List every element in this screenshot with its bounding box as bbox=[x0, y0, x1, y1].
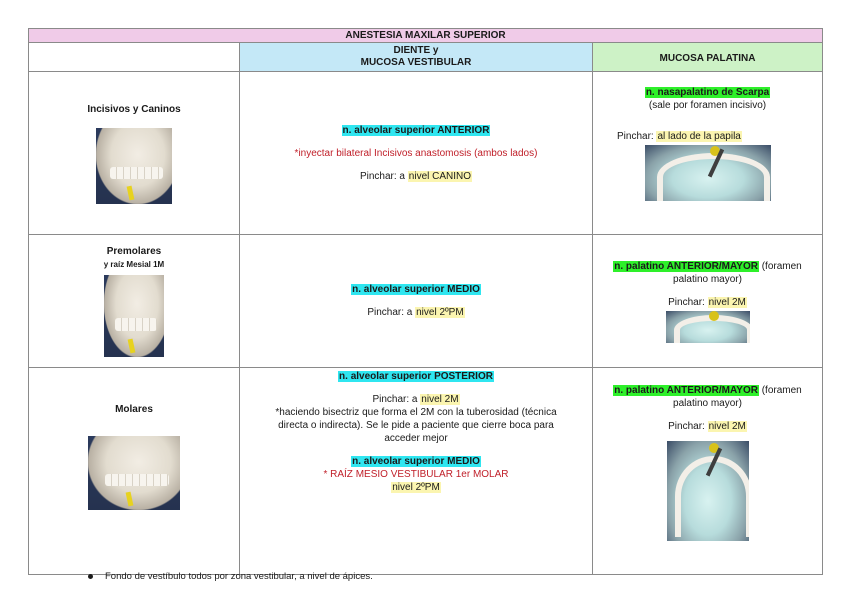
row-label: Molares bbox=[115, 403, 153, 415]
pinchar-text: Pinchar: bbox=[668, 296, 708, 308]
table-title: ANESTESIA MAXILAR SUPERIOR bbox=[29, 29, 823, 43]
row-label-cell bbox=[29, 235, 240, 368]
pinchar-text: Pinchar: a bbox=[372, 394, 421, 405]
pinchar-level: al lado de la papila bbox=[657, 131, 741, 142]
palatal-nerve-label: n. palatino ANTERIOR/MAYOR bbox=[614, 260, 758, 272]
header-mucosa: MUCOSA PALATINA bbox=[593, 43, 823, 72]
pinchar-text: Pinchar: a bbox=[359, 170, 408, 182]
header-diente-line2: MUCOSA VESTIBULAR bbox=[360, 57, 472, 68]
palatal-nerve-tail: (foramen bbox=[758, 260, 802, 272]
anesthesia-table bbox=[28, 28, 823, 575]
row-label-cell bbox=[29, 368, 240, 575]
header-blank bbox=[29, 43, 240, 72]
table-row bbox=[29, 368, 823, 575]
pinchar-text: Pinchar: bbox=[668, 421, 708, 432]
nerve-label-2: n. alveolar superior MEDIO bbox=[352, 456, 480, 467]
technique-note-line2: directa o indirecta). Se le pide a paciente que cierre boca para bbox=[278, 420, 554, 431]
skull-photo bbox=[88, 436, 180, 510]
skull-photo bbox=[96, 128, 172, 204]
header-diente-line1: DIENTE y bbox=[393, 45, 439, 56]
table-row bbox=[29, 72, 823, 235]
palatal-sub: palatino mayor) bbox=[673, 398, 742, 409]
bullet-text: Fondo de vestíbulo todos por zona vestibular, a nivel de ápices. bbox=[105, 571, 373, 582]
palatal-sub: (sale por foramen incisivo) bbox=[648, 100, 767, 111]
palatal-nerve-label: n. nasapalatino de Scarpa bbox=[645, 87, 770, 98]
skull-photo bbox=[104, 275, 164, 357]
palatal-sub: palatino mayor) bbox=[673, 273, 742, 285]
nerve-label: n. alveolar superior ANTERIOR bbox=[342, 124, 490, 136]
pinchar-level: nivel 2M bbox=[708, 296, 746, 308]
palatal-nerve-label: n. palatino ANTERIOR/MAYOR bbox=[614, 385, 758, 396]
nivel-level: nivel 2ºPM bbox=[392, 482, 440, 493]
nerve-label: n. alveolar superior MEDIO bbox=[352, 284, 480, 295]
palate-photo bbox=[666, 311, 750, 343]
header-diente bbox=[240, 43, 593, 72]
palatal-nerve-tail: (foramen bbox=[758, 385, 802, 396]
root-note: * RAÍZ MESIO VESTIBULAR 1er MOLAR bbox=[323, 469, 509, 480]
palatal-cell bbox=[593, 235, 823, 368]
bullet-list-item bbox=[88, 571, 373, 582]
nerve-label: n. alveolar superior POSTERIOR bbox=[339, 371, 493, 382]
palatal-cell bbox=[593, 72, 823, 235]
pinchar-level: nivel 2M bbox=[708, 421, 746, 432]
pinchar-text: Pinchar: bbox=[617, 131, 657, 142]
vestibular-cell bbox=[240, 72, 593, 235]
injection-note: *inyectar bilateral Incisivos anastomosis (ambos lados) bbox=[294, 147, 538, 159]
pinchar-level: nivel 2M bbox=[421, 394, 459, 405]
palate-photo bbox=[667, 441, 749, 541]
row-label-cell bbox=[29, 72, 240, 235]
pinchar-level: nivel 2ºPM bbox=[416, 307, 464, 318]
table-row bbox=[29, 235, 823, 368]
bullet-icon bbox=[88, 574, 93, 579]
vestibular-cell bbox=[240, 235, 593, 368]
pinchar-level: nivel CANINO bbox=[408, 170, 472, 182]
vestibular-cell bbox=[240, 368, 593, 575]
row-label-line2: y raíz Mesial 1M bbox=[103, 260, 165, 269]
technique-note-line1: *haciendo bisectriz que forma el 2M con la tuberosidad (técnica bbox=[275, 407, 557, 418]
row-label-line1: Premolares bbox=[106, 246, 162, 257]
row-label: Incisivos y Caninos bbox=[87, 103, 181, 115]
palate-photo bbox=[645, 145, 771, 201]
technique-note-line3: acceder mejor bbox=[384, 433, 448, 444]
pinchar-text: Pinchar: a bbox=[367, 307, 416, 318]
palatal-cell bbox=[593, 368, 823, 575]
